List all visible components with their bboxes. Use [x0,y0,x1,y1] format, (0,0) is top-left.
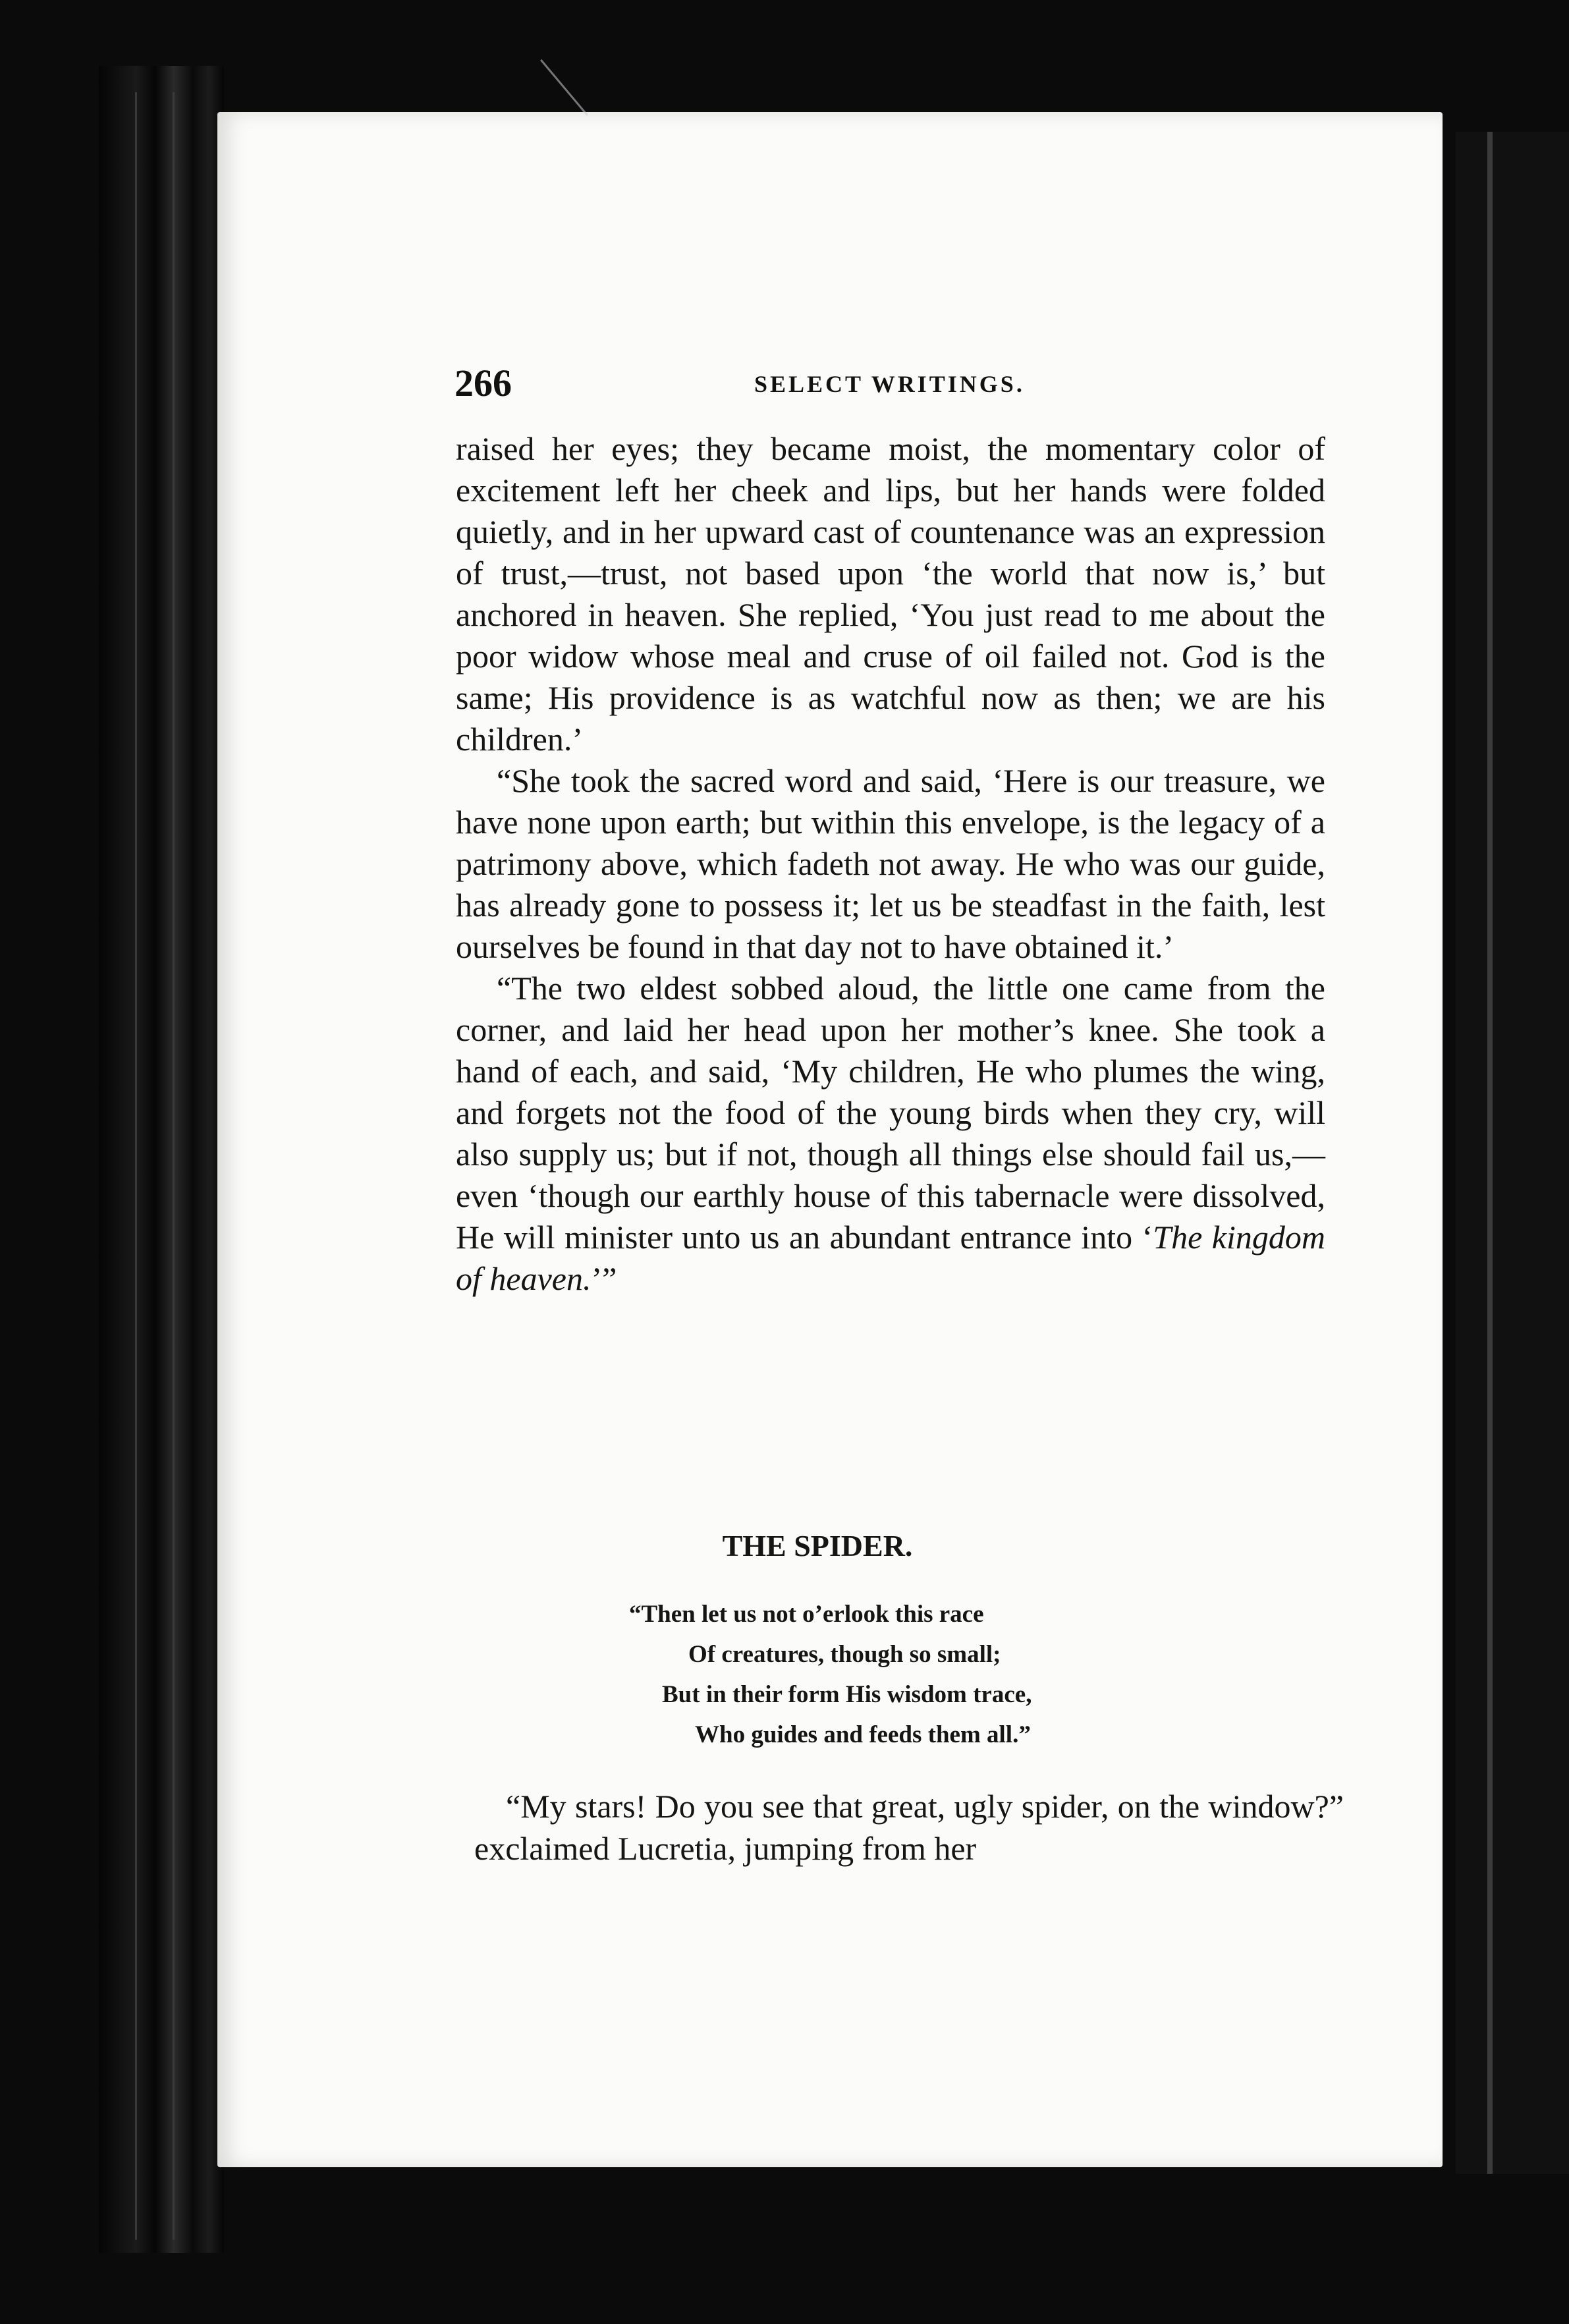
paragraph-3 [456,968,1325,1300]
scan-scratch [540,59,588,116]
facing-page-sliver [1487,132,1493,2174]
section-title [0,1528,1569,1563]
book-binding [99,66,224,2253]
binding-edge-line [173,92,175,2240]
facing-page-edge [1456,132,1569,2174]
verse-line: “Then let us not o’erlook this race [629,1601,984,1628]
verse-line: But in their form His wisdom trace, [662,1681,1032,1708]
story-opening-paragraph: “My stars! Do you see that great, ugly spider, on the window?” exclaimed Lucretia, jumping from her [474,1788,1344,1867]
body-text [456,428,1325,1300]
paragraph-3-italic: The kingdom of heaven. [456,1219,1326,1297]
page-number: 266 [454,362,512,404]
binding-edge-line [135,92,137,2240]
epigraph-verse [629,1594,1032,1755]
story-opening [474,1785,1344,1869]
verse-line: Of creatures, though so small; [688,1641,1001,1668]
paragraph-2: “She took the sacred word and said, ‘Here is our treasure, we have none upon earth; but within this envelope, is the legacy of a patrimony above, which fadeth not away. He who was our guide, has already gone to possess it; let us be steadfast in the faith, lest ourselves be found in that day not to have obtained it.’ [456,762,1325,965]
paragraph-3-text: “The two eldest sobbed aloud, the little one came from the corner, and laid her head upon her mother’s knee. She took a hand of each, and said, ‘My children, He who plumes the wing, and forgets not the food of the young birds when they cry, will also supply us; but if not, though all things else should fail us,— even ‘though our earthly house of this tabernacle were dissolved, He will minister unto us an abundant entrance into ‘ [456,970,1325,1256]
paragraph-1: raised her eyes; they became moist, the momentary color of excitement left her cheek and lips, but her hands were folded quietly, and in her upward cast of countenance was an expression of trust,—trust, not based upon ‘the world that now is,’ but anchored in heaven. She replied, ‘You just read to me about the poor widow whose meal and cruse of oil failed not. God is the same; His providence is as watchful now as then; we are his children.’ [456,430,1325,758]
section-title-text: THE SPIDER. [722,1529,913,1563]
page-header [454,361,1350,407]
paragraph-3-closing-quotes: ’” [591,1260,617,1297]
running-head: SELECT WRITINGS. [754,371,1025,397]
verse-line: Who guides and feeds them all.” [695,1721,1031,1748]
